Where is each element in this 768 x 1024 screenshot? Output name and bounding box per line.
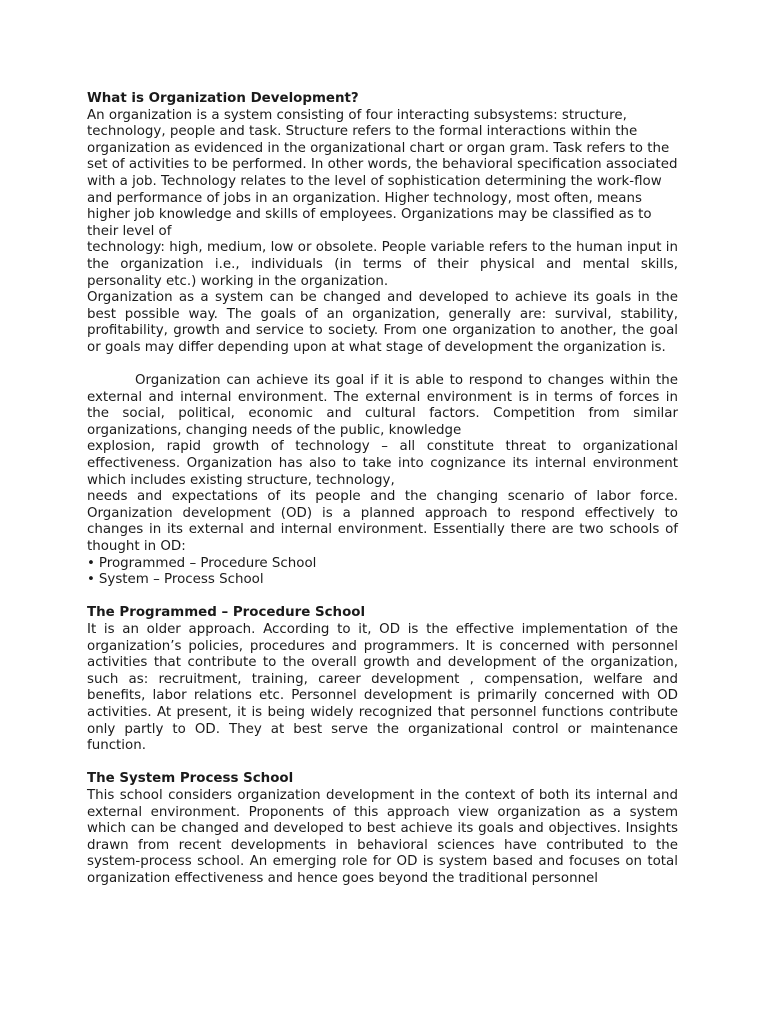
paragraph-organization-system: Organization as a system can be changed and developed to achieve its goals in the best possible way. The goals of an organization, generally are: survival, stability, profitability, growth and service to society. From one organization to another, the goal or goals may differ depending upon at what stage of development the organization is. (87, 290, 678, 355)
paragraph-system-process: This school considers organization development in the context of both its internal and external environment. Proponents of this approach view organization as a system which can be changed and developed to best achieve its goals and objectives. Insights drawn from recent developments in behavioral sciences have contributed to the system-process school. An emerging role for OD is system based and focuses on total organization effectiveness and hence goes beyond the traditional personnel (87, 787, 678, 886)
document-page (87, 91, 678, 888)
spacer (87, 357, 678, 374)
list-item: • Programmed – Procedure School (87, 556, 678, 573)
paragraph-od-approach: needs and expectations of its people and the changing scenario of labor force. Organization development (OD) is a planned approach to respond effectively to changes in its external and internal environment. Essentially there are two schools of thought in OD: (87, 489, 678, 555)
spacer (87, 589, 678, 606)
paragraph-programmed-procedure: It is an older approach. According to it, OD is the effective implementation of the organization’s policies, procedures and programmers. It is concerned with personnel activities that contribute to the overall growth and development of the organization, such as: recruitment, training, career development , compensation, welfare and benefits, labor relations etc. Personnel development is primarily concerned with OD activities. At present, it is being widely recognized that personnel functions contribute only partly to OD. They at best serve the organizational control or maintenance function. (87, 622, 678, 754)
heading-what-is-od: What is Organization Development? (87, 91, 359, 106)
schools-list (87, 556, 678, 589)
paragraph-respond-changes: Organization can achieve its goal if it is able to respond to changes within the external and internal environment. The external environment is in terms of forces in the social, political, economic and cultural factors. Competition from similar organizations, changing needs of the public, knowledge (87, 373, 678, 438)
list-item: • System – Process School (87, 572, 678, 589)
spacer (87, 755, 678, 772)
paragraph-technology-people: technology: high, medium, low or obsolete. People variable refers to the human input in the organization i.e., individuals (in terms of their physical and mental skills, personality etc.) working in the organization. (87, 240, 678, 289)
paragraph-subsystems: An organization is a system consisting of four interacting subsystems: structure, technology, people and task. Structure refers to the formal interactions within the organization as evidenced in the organizational chart or organ gram. Task refers to the set of activities to be performed. In other words, the behavioral specification associated with a job. Technology relates to the level of sophistication determining the work-flow and performance of jobs in an organization. Higher technology, most often, means higher job knowledge and skills of employees. Organizations may be classified as to their level of (87, 107, 678, 239)
paragraph-explosion: explosion, rapid growth of technology – all constitute threat to organizational effectiveness. Organization has also to take into cognizance its internal environment which includes existing structure, technology, (87, 439, 678, 488)
heading-system-process: The System Process School (87, 771, 294, 787)
heading-programmed-procedure: The Programmed – Procedure School (87, 605, 366, 621)
